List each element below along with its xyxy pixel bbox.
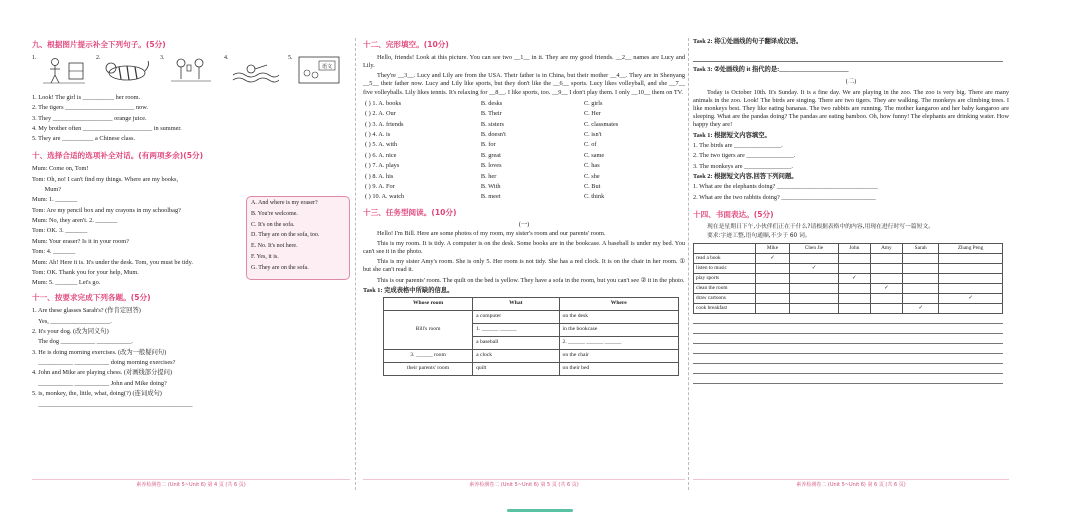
option-b: B. You're welcome. <box>251 210 298 217</box>
choice-cell: ( ) 9. A. For <box>365 182 395 190</box>
choice-cell: ( ) 3. A. friends <box>365 120 404 128</box>
answer-line <box>693 48 1003 62</box>
check-cell <box>903 293 939 303</box>
table-cell: Bill's room <box>384 311 473 350</box>
task-1-label: Task 1: 完成表格中所缺的信息。 <box>363 286 454 294</box>
option-f: F. Yes, it is. <box>251 253 279 260</box>
grid-row <box>694 273 1003 283</box>
grid-header: Zhang Peng <box>939 243 1003 253</box>
grid-row <box>694 253 1003 263</box>
s9-line: 5. They are __________ a Chinese class. <box>32 135 136 143</box>
dialogue-line: Mum: 1. _______ <box>32 196 78 204</box>
writing-prompt: 现在是星期日下午,小伙伴们正在干什么?请根据表格中的内容,用现在进行时写一篇短文。 <box>707 223 935 230</box>
choice-row <box>363 192 685 202</box>
check-cell <box>756 293 790 303</box>
grid-row <box>694 263 1003 273</box>
dialogue-line: Mum: Your eraser? Is it in your room? <box>32 237 129 245</box>
s9-line: 3. They ___________________ orange juice. <box>32 114 147 122</box>
s9-line: 2. The tigers ______________________ now. <box>32 104 148 112</box>
writing-line <box>693 324 1003 334</box>
choice-cell: B. desks <box>480 99 503 107</box>
writing-line <box>693 354 1003 364</box>
t2-line: 2. What are the two rabbits doing? ______________________________ <box>693 193 876 201</box>
cloze-choices <box>363 99 685 203</box>
choice-cell: ( ) 1. A. books <box>365 99 402 107</box>
grid-row <box>694 293 1003 303</box>
section-13-title: 十三、任务型阅读。(10分) <box>363 207 457 217</box>
writing-line <box>693 314 1003 324</box>
table-cell: on the chair <box>559 350 678 363</box>
table-cell: a clock <box>473 350 559 363</box>
choice-cell: C. of <box>583 141 597 149</box>
table-row <box>384 350 679 363</box>
t1-line: 3. The monkeys are _______________. <box>693 162 793 170</box>
s11-line: The dog ___________ ___________. <box>32 338 133 346</box>
chinese-class-icon <box>295 55 343 85</box>
table-header: What <box>473 298 559 311</box>
s11-line: 5. is, monkey, the, little, what, doing(?) (连词成句) <box>32 390 162 398</box>
choice-cell: C. she <box>583 172 600 180</box>
activity-label: cook breakfast <box>694 303 756 313</box>
choice-cell: ( ) 8. A. his <box>365 172 394 180</box>
page-footer: 素养检测卷二 (Unit 5~Unit 6) 第 4 页 (共 6 页) <box>32 479 350 489</box>
section-9-title: 九、根据图片提示补全下列句子。(5分) <box>32 40 166 49</box>
choice-cell: B. great <box>480 151 501 159</box>
dialogue-line: Mum? <box>32 186 62 194</box>
choice-row <box>363 109 685 119</box>
choice-cell: C. has <box>583 162 600 170</box>
options-box <box>246 196 350 280</box>
grid-row <box>694 283 1003 293</box>
choice-cell: B. loves <box>480 162 502 170</box>
writing-line <box>693 364 1003 374</box>
choice-row <box>363 151 685 161</box>
room-table <box>383 297 679 376</box>
pic5-label: 语文 <box>321 64 332 70</box>
s11-line: 1. Are these glasses Sarah's? (作肯定回答) <box>32 307 141 315</box>
writing-area <box>693 314 1009 384</box>
option-g: G. They are on the sofa. <box>251 264 309 271</box>
option-e: E. No. It's not here. <box>251 243 298 250</box>
grid-header: Amy <box>870 243 903 253</box>
check-cell <box>870 293 903 303</box>
cloze-paragraph: Hello, friends! Look at this picture. You can see two __1__ in it. They are my good friends. __2__ names are Lucy and Lily. <box>363 53 685 70</box>
check-cell <box>839 293 871 303</box>
check-cell <box>756 303 790 313</box>
table-cell: 3. ______ room <box>384 350 473 363</box>
table-cell: 1. ______ ______ <box>473 324 559 337</box>
check-cell <box>903 273 939 283</box>
s11-line: ___________ ___________ doing morning exercises? <box>32 359 176 367</box>
table-row <box>384 363 679 376</box>
writing-requirement: 要求:字迹工整,语句通顺,不少于 60 词。 <box>707 233 811 240</box>
check-cell <box>789 293 838 303</box>
choice-cell: B. Their <box>480 110 502 118</box>
check-cell <box>839 263 871 273</box>
page-5 <box>363 38 685 488</box>
grid-header: John <box>839 243 871 253</box>
task-3-label: Task 3: ②处画线的 it 指代的是:______________________ <box>693 66 849 74</box>
table-cell: in the bookcase <box>559 324 678 337</box>
reading-paragraph: This is our parents' room. The quilt on the bed is yellow. They have a sofa in the room, but you can't see ② it in the photo. <box>377 276 685 284</box>
table-cell: quilt <box>473 363 559 376</box>
zoo-passage: Today is October 10th. It's Sunday. It is a fine day. We are playing in the zoo. The zoo is very big. There are many animals in the zoo. Look! The birds are singing. There are two tigers. They are walking. The monkeys are climbing trees. I like monkeys best. They like eating bananas. The two rabbits are running. The mother kangaroo and her baby kangaroo are sleeping. What are the pandas doing? The pandas are eating bamboo. Oh, how funny! The elephants are drinking water. How happy they are! <box>693 88 1009 129</box>
choice-row <box>363 140 685 150</box>
choice-row <box>363 99 685 109</box>
reading-paragraph: This is my sister Amy's room. She is only 5. Her room is not tidy. She has a red clock. It is on the chair in her room. ① but she can't read it. <box>363 258 685 274</box>
s9-line: 4. My brother often ______________________ in summer. <box>32 124 182 132</box>
choice-cell: C. girls <box>583 99 603 107</box>
cloze-paragraph: They're __3__. Lucy and Lily are from the USA. Their father is in China, but their mother __4__. They are in Shenyang __5__ their father now. Lucy and Lily like sports, but they don't like the __6__ sports. Lucy likes volleyball, and she __7__ five volleyballs. Lily likes tennis. It's relaxing for __8__. I like sports, too. __9__ I don't play them. I only __10__ them on TV. <box>363 72 685 96</box>
choice-cell: ( ) 7. A. plays <box>365 162 400 170</box>
check-cell <box>939 263 1003 273</box>
check-cell: ✓ <box>789 263 838 273</box>
s11-line: 4. John and Mike are playing chess. (对画线部分提问) <box>32 369 173 377</box>
picture-3: 3. <box>160 55 218 87</box>
choice-row <box>363 182 685 192</box>
page-6 <box>693 38 1009 488</box>
page-4 <box>32 38 350 488</box>
choice-cell: B. doesn't <box>480 131 506 138</box>
dialogue-line: Mum: Ah! Here it is. It's under the desk. Tom, you must be tidy. <box>32 258 193 266</box>
check-cell <box>839 303 871 313</box>
activity-label: draw cartoons <box>694 293 756 303</box>
task-2-label: Task 2: 将①处画线的句子翻译成汉语。 <box>693 38 803 45</box>
check-cell <box>789 303 838 313</box>
s9-line: 1. Look! The girl is __________ her room. <box>32 93 141 101</box>
table-cell: a baseball <box>473 337 559 350</box>
dialogue-line: Mum: No, they aren't. 2. _______ <box>32 217 118 225</box>
picture-4: 4. <box>224 55 282 87</box>
grid-row <box>694 303 1003 313</box>
picture-1: 1. <box>32 55 90 87</box>
table-cell: on their bed <box>559 363 678 376</box>
dialogue-line: Tom: OK. 3. _______ <box>32 227 88 235</box>
tigers-icon <box>103 55 151 85</box>
swimming-icon <box>231 55 279 85</box>
choice-cell: C. think <box>583 193 605 201</box>
section-10-title: 十、选择合适的选项补全对话。(有两项多余)(5分) <box>32 151 204 161</box>
check-cell <box>903 263 939 273</box>
grid-header: Sarah <box>903 243 939 253</box>
grid-header <box>694 243 756 253</box>
check-cell: ✓ <box>839 273 871 283</box>
writing-line <box>693 374 1003 384</box>
table-row <box>384 311 679 324</box>
s11-line: 3. He is doing morning exercises. (改为一般疑问句) <box>32 348 167 356</box>
check-cell <box>756 273 790 283</box>
page-footer: 素养检测卷二 (Unit 5~Unit 6) 第 6 页 (共 6 页) <box>693 479 1009 489</box>
choice-cell: B. With <box>480 182 501 190</box>
check-cell: ✓ <box>903 303 939 313</box>
section-11-title: 十一、按要求完成下列各题。(5分) <box>32 293 151 303</box>
page-footer: 素养检测卷二 (Unit 5~Unit 6) 第 5 页 (共 6 页) <box>363 479 685 489</box>
check-cell <box>870 253 903 263</box>
choice-cell: ( ) 10. A. watch <box>365 193 405 201</box>
writing-line <box>693 334 1003 344</box>
t2-line: 1. What are the elephants doing? ________________________________ <box>693 183 878 191</box>
check-cell <box>903 283 939 293</box>
check-cell <box>789 283 838 293</box>
activity-label: read a book <box>694 253 756 263</box>
choice-cell: B. sisters <box>480 120 504 128</box>
dialogue-line: Tom: Oh, no! I can't find my things. Where are my books, <box>32 175 179 183</box>
check-cell <box>870 303 903 313</box>
table-cell: on the desk <box>559 311 678 324</box>
choice-cell: C. same <box>583 151 605 159</box>
t1-line: 1. The birds are _______________. <box>693 141 783 149</box>
girl-cleaning-icon <box>39 55 87 85</box>
check-cell <box>939 273 1003 283</box>
check-cell <box>939 253 1003 263</box>
subpart-2: (二) <box>845 77 857 85</box>
s11-line: Yes, ___________________. <box>32 317 112 325</box>
section-12-title: 十二、完形填空。(10分) <box>363 40 449 49</box>
check-cell <box>789 273 838 283</box>
option-d: D. They are on the sofa, too. <box>251 232 320 239</box>
choice-row <box>363 130 685 140</box>
dialogue-line: Tom: Are my pencil box and my crayons in my schoolbag? <box>32 206 181 214</box>
check-cell <box>939 283 1003 293</box>
check-cell: ✓ <box>870 283 903 293</box>
check-cell <box>903 253 939 263</box>
t1-line: 2. The two tigers are _______________. <box>693 152 796 160</box>
choice-cell: C. But <box>583 182 601 190</box>
grid-header: Mike <box>756 243 790 253</box>
section-14-title: 十四、书面表达。(5分) <box>693 209 774 219</box>
check-cell <box>870 263 903 273</box>
picture-2: 2. <box>96 55 154 87</box>
s11-line: ___________ ___________ John and Mike doing? <box>32 379 167 387</box>
t2-label: Task 2: 根据短文内容,回答下列问题。 <box>693 173 798 180</box>
choice-row <box>363 171 685 181</box>
picture-prompts <box>32 54 350 88</box>
choice-cell: B. meet <box>480 193 501 201</box>
subpart-1: (一) <box>518 221 530 229</box>
dialogue-line: Mum: Come on, Tom! <box>32 165 89 173</box>
table-cell: a computer <box>473 311 559 324</box>
check-cell <box>870 273 903 283</box>
check-cell: ✓ <box>756 253 790 263</box>
s11-line: _________________________________________________ <box>32 400 193 408</box>
table-cell: 2. ______ ______ ______ <box>559 337 678 350</box>
table-header: Where <box>559 298 678 311</box>
grid-header: Chen Jie <box>789 243 838 253</box>
dialogue-line: Mum: 5. _______ Let's go. <box>32 279 101 287</box>
activity-label: listen to music <box>694 263 756 273</box>
picture-5: 5. 语文 <box>288 55 346 87</box>
choice-cell: C. Her <box>583 110 601 118</box>
check-cell <box>939 303 1003 313</box>
activity-label: clean the room <box>694 283 756 293</box>
choice-cell: ( ) 5. A. with <box>365 141 398 149</box>
choice-cell: B. for <box>480 141 496 149</box>
t1-label: Task 1: 根据短文内容填空。 <box>693 131 771 139</box>
check-cell <box>756 263 790 273</box>
check-cell: ✓ <box>939 293 1003 303</box>
option-c: C. It's on the sofa. <box>251 221 295 228</box>
choice-cell: C. classmates <box>583 120 619 128</box>
writing-line <box>693 344 1003 354</box>
table-header: Whose room <box>384 298 473 311</box>
table-cell: their parents' room <box>384 363 473 376</box>
choice-row <box>363 161 685 171</box>
check-cell <box>756 283 790 293</box>
dialogue-line: Tom: 4. _______ <box>32 248 76 256</box>
choice-cell: ( ) 4. A. is <box>365 131 391 138</box>
scroll-indicator[interactable] <box>507 509 573 512</box>
check-cell <box>789 253 838 263</box>
choice-cell: C. isn't <box>583 131 602 138</box>
choice-cell: ( ) 6. A. nice <box>365 151 397 159</box>
choice-cell: B. her <box>480 172 497 180</box>
check-cell <box>839 253 871 263</box>
choice-cell: ( ) 2. A. Our <box>365 110 396 118</box>
option-a: A. And where is my eraser? <box>251 200 318 206</box>
check-cell <box>839 283 871 293</box>
reading-paragraph: Hello! I'm Bill. Here are some photos of my room, my sister's room and our parents' room. <box>377 229 606 237</box>
dialogue-line: Tom: OK. Thank you for your help, Mum. <box>32 268 139 276</box>
reading-paragraph: This is my room. It is tidy. A computer is on the desk. Some books are in the bookcase. A baseball is under my bed. You can't see it in the photo. <box>363 239 685 255</box>
s11-line: 2. It's your dog. (改为同义句) <box>32 328 109 336</box>
choice-row <box>363 120 685 130</box>
activity-grid <box>693 243 1003 314</box>
activity-label: play sports <box>694 273 756 283</box>
drinking-juice-icon <box>167 55 215 85</box>
